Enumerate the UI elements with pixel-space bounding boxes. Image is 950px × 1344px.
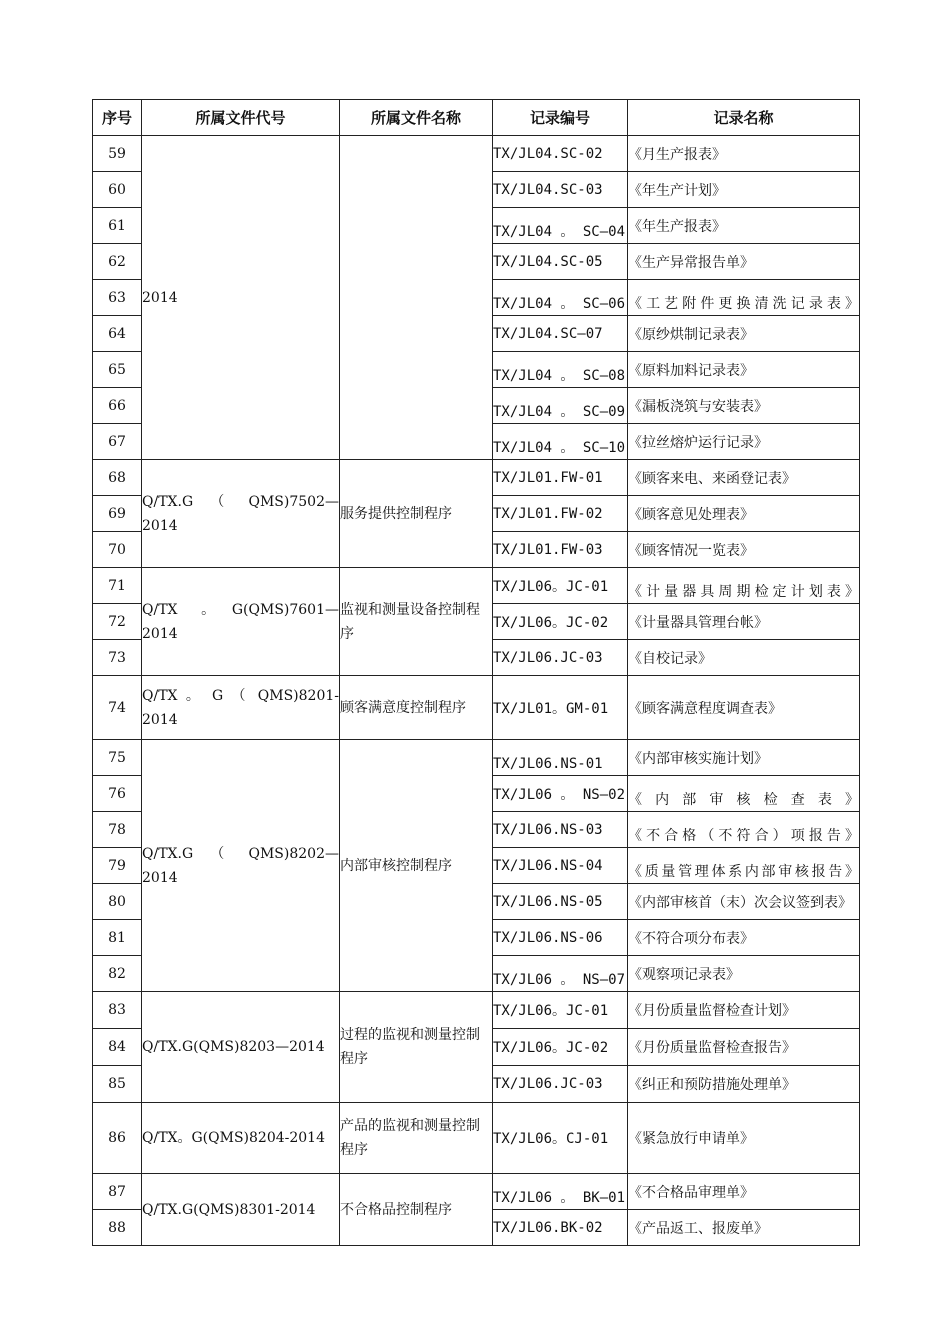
record-name: 《顾客来电、来函登记表》 (628, 470, 796, 487)
header-seq: 序号 (93, 100, 142, 136)
record-name-cell (628, 568, 860, 604)
record-no: TX/JL04.SC-02 (493, 145, 603, 162)
records-table (92, 99, 860, 1246)
record-no: TX/JL04 。 SC—04 (493, 223, 626, 240)
record-name: 《内部审核检查表》 (628, 791, 859, 808)
header-file-code: 所属文件代号 (142, 100, 340, 136)
record-no-cell (493, 388, 628, 424)
record-name-cell (628, 956, 860, 992)
record-name: 《原料加料记录表》 (628, 362, 754, 379)
record-no-cell (493, 604, 628, 640)
record-name-cell (628, 460, 860, 496)
record-no: TX/JL04.SC—07 (493, 325, 603, 342)
record-name-cell (628, 244, 860, 280)
row-seq: 81 (93, 920, 142, 956)
header-record-name: 记录名称 (628, 100, 860, 136)
row-seq: 73 (93, 640, 142, 676)
table-row (93, 136, 860, 172)
record-name: 《观察项记录表》 (628, 966, 740, 983)
record-name-cell (628, 884, 860, 920)
row-seq: 69 (93, 496, 142, 532)
row-seq: 87 (93, 1174, 142, 1210)
row-seq: 80 (93, 884, 142, 920)
record-no: TX/JL06.JC-03 (493, 1076, 603, 1092)
record-name-cell (628, 640, 860, 676)
row-seq: 82 (93, 956, 142, 992)
record-no-cell (493, 848, 628, 884)
record-name-cell (628, 1029, 860, 1066)
row-seq: 88 (93, 1210, 142, 1246)
header-row (93, 100, 860, 136)
record-no: TX/JL06.NS-03 (493, 821, 603, 838)
record-name-cell (628, 992, 860, 1029)
record-no: TX/JL06.JC-03 (493, 649, 603, 666)
record-name: 《纠正和预防措施处理单》 (628, 1077, 796, 1093)
record-name-cell (628, 740, 860, 776)
record-no: TX/JL06.NS-04 (493, 857, 603, 874)
record-name-cell (628, 208, 860, 244)
row-seq: 85 (93, 1066, 142, 1103)
record-name-cell (628, 388, 860, 424)
record-no: TX/JL06.BK-02 (493, 1219, 603, 1236)
record-name: 《顾客满意程度调查表》 (628, 700, 782, 717)
record-no-cell (493, 676, 628, 740)
record-name: 《内部审核首（末）次会议签到表》 (628, 894, 852, 911)
file-code-cell: Q/TX.G （ QMS)7502—2014 (142, 460, 340, 568)
row-seq: 64 (93, 316, 142, 352)
record-name-cell (628, 532, 860, 568)
row-seq: 59 (93, 136, 142, 172)
row-seq: 60 (93, 172, 142, 208)
record-no-cell (493, 172, 628, 208)
record-no: TX/JL04.SC-03 (493, 181, 603, 198)
table-row (93, 992, 860, 1029)
record-no: TX/JL06。JC-01 (493, 578, 609, 595)
header-file-name: 所属文件名称 (340, 100, 493, 136)
table-row (93, 676, 860, 740)
record-no: TX/JL06。JC-02 (493, 1040, 609, 1056)
record-no-cell (493, 812, 628, 848)
record-no: TX/JL06 。 BK—01 (493, 1189, 626, 1206)
record-no-cell (493, 1174, 628, 1210)
record-no-cell (493, 920, 628, 956)
record-name: 《漏板浇筑与安装表》 (628, 398, 768, 415)
record-name-cell (628, 1210, 860, 1246)
record-no-cell (493, 776, 628, 812)
record-no: TX/JL06 。 NS—07 (493, 971, 626, 988)
record-no-cell (493, 640, 628, 676)
file-code-cell: Q/TX.G(QMS)8301-2014 (142, 1174, 340, 1246)
table-row (93, 460, 860, 496)
record-name-cell (628, 604, 860, 640)
record-no-cell (493, 568, 628, 604)
record-name-cell (628, 776, 860, 812)
record-name: 《月份质量监督检查计划》 (628, 1003, 796, 1019)
record-name: 《不合格品审理单》 (628, 1184, 754, 1201)
record-no: TX/JL01。GM-01 (493, 700, 609, 717)
table-row (93, 740, 860, 776)
record-name: 《工艺附件更换清洗记录表》 (628, 295, 859, 312)
record-name: 《不合格（不符合）项报告》 (628, 827, 859, 844)
record-name-cell (628, 848, 860, 884)
record-no-cell (493, 244, 628, 280)
record-name-cell (628, 920, 860, 956)
file-code-cell: Q/TX.G(QMS)8203—2014 (142, 992, 340, 1103)
row-seq: 86 (93, 1103, 142, 1174)
record-name: 《生产异常报告单》 (628, 254, 754, 271)
record-no-cell (493, 1210, 628, 1246)
record-name: 《拉丝熔炉运行记录》 (628, 434, 768, 451)
record-name-cell (628, 1174, 860, 1210)
row-seq: 62 (93, 244, 142, 280)
table-row (93, 1103, 860, 1174)
row-seq: 74 (93, 676, 142, 740)
record-name-cell (628, 1066, 860, 1103)
row-seq: 61 (93, 208, 142, 244)
row-seq: 70 (93, 532, 142, 568)
row-seq: 66 (93, 388, 142, 424)
table-body (93, 136, 860, 1246)
record-name: 《月生产报表》 (628, 146, 726, 163)
file-name-cell: 服务提供控制程序 (340, 460, 493, 568)
file-code-cell: Q/TX。G(QMS)8204-2014 (142, 1103, 340, 1174)
record-name-cell (628, 812, 860, 848)
record-name: 《不符合项分布表》 (628, 930, 754, 947)
file-name-cell: 内部审核控制程序 (340, 740, 493, 992)
row-seq: 67 (93, 424, 142, 460)
record-name: 《质量管理体系内部审核报告》 (628, 863, 859, 880)
record-no-cell (493, 1103, 628, 1174)
record-no: TX/JL01.FW-02 (493, 505, 603, 522)
row-seq: 72 (93, 604, 142, 640)
record-no: TX/JL06.NS-05 (493, 893, 603, 910)
record-name-cell (628, 136, 860, 172)
record-name: 《月份质量监督检查报告》 (628, 1040, 796, 1056)
file-name-cell: 顾客满意度控制程序 (340, 676, 493, 740)
record-no: TX/JL06。JC-01 (493, 1003, 609, 1019)
record-name: 《年生产计划》 (628, 182, 726, 199)
record-no-cell (493, 956, 628, 992)
record-no: TX/JL01.FW-01 (493, 469, 603, 486)
table-row (93, 568, 860, 604)
record-name-cell (628, 496, 860, 532)
row-seq: 76 (93, 776, 142, 812)
record-name: 《顾客意见处理表》 (628, 506, 754, 523)
record-no: TX/JL04 。 SC—08 (493, 367, 626, 384)
table-row (93, 1174, 860, 1210)
row-seq: 65 (93, 352, 142, 388)
record-no: TX/JL04.SC-05 (493, 253, 603, 270)
record-no-cell (493, 460, 628, 496)
record-no-cell (493, 884, 628, 920)
row-seq: 68 (93, 460, 142, 496)
row-seq: 78 (93, 812, 142, 848)
record-name: 《产品返工、报废单》 (628, 1220, 768, 1237)
file-name-cell: 监视和测量设备控制程序 (340, 568, 493, 676)
record-no-cell (493, 496, 628, 532)
record-name: 《原纱烘制记录表》 (628, 326, 754, 343)
record-no-cell (493, 208, 628, 244)
row-seq: 63 (93, 280, 142, 316)
file-code-cell: 2014 (142, 136, 340, 460)
record-name-cell (628, 676, 860, 740)
record-name-cell (628, 172, 860, 208)
file-code-cell: Q/TX 。 G(QMS)7601—2014 (142, 568, 340, 676)
record-no-cell (493, 1066, 628, 1103)
record-no-cell (493, 424, 628, 460)
record-name: 《内部审核实施计划》 (628, 750, 768, 767)
record-no: TX/JL06。JC-02 (493, 614, 609, 631)
record-name: 《计量器具管理台帐》 (628, 614, 768, 631)
row-seq: 84 (93, 1029, 142, 1066)
file-name-cell: 产品的监视和测量控制程序 (340, 1103, 493, 1174)
file-name-cell: 过程的监视和测量控制程序 (340, 992, 493, 1103)
record-no-cell (493, 532, 628, 568)
record-no-cell (493, 740, 628, 776)
record-name: 《紧急放行申请单》 (628, 1131, 754, 1147)
file-code-cell: Q/TX 。 G （ QMS)8201-2014 (142, 676, 340, 740)
record-no-cell (493, 1029, 628, 1066)
record-no-cell (493, 992, 628, 1029)
record-no-cell (493, 316, 628, 352)
record-name: 《自校记录》 (628, 650, 712, 667)
record-no: TX/JL04 。 SC—10 (493, 439, 626, 456)
record-no: TX/JL06.NS-01 (493, 755, 603, 772)
record-name: 《计量器具周期检定计划表》 (628, 583, 859, 600)
record-no: TX/JL01.FW-03 (493, 541, 603, 558)
file-code-cell: Q/TX.G （ QMS)8202—2014 (142, 740, 340, 992)
record-no: TX/JL04 。 SC—06 (493, 295, 626, 312)
row-seq: 75 (93, 740, 142, 776)
record-no-cell (493, 352, 628, 388)
row-seq: 83 (93, 992, 142, 1029)
file-name-cell: 不合格品控制程序 (340, 1174, 493, 1246)
record-name-cell (628, 280, 860, 316)
record-name-cell (628, 352, 860, 388)
record-name-cell (628, 316, 860, 352)
record-no-cell (493, 136, 628, 172)
record-no: TX/JL04 。 SC—09 (493, 403, 626, 420)
record-name: 《年生产报表》 (628, 218, 726, 235)
record-no: TX/JL06。CJ-01 (493, 1131, 609, 1147)
record-no: TX/JL06.NS-06 (493, 929, 603, 946)
record-name-cell (628, 424, 860, 460)
row-seq: 79 (93, 848, 142, 884)
record-no: TX/JL06 。 NS—02 (493, 786, 626, 803)
record-no-cell (493, 280, 628, 316)
file-name-cell (340, 136, 493, 460)
row-seq: 71 (93, 568, 142, 604)
header-record-no: 记录编号 (493, 100, 628, 136)
record-name: 《顾客情况一览表》 (628, 542, 754, 559)
record-name-cell (628, 1103, 860, 1174)
